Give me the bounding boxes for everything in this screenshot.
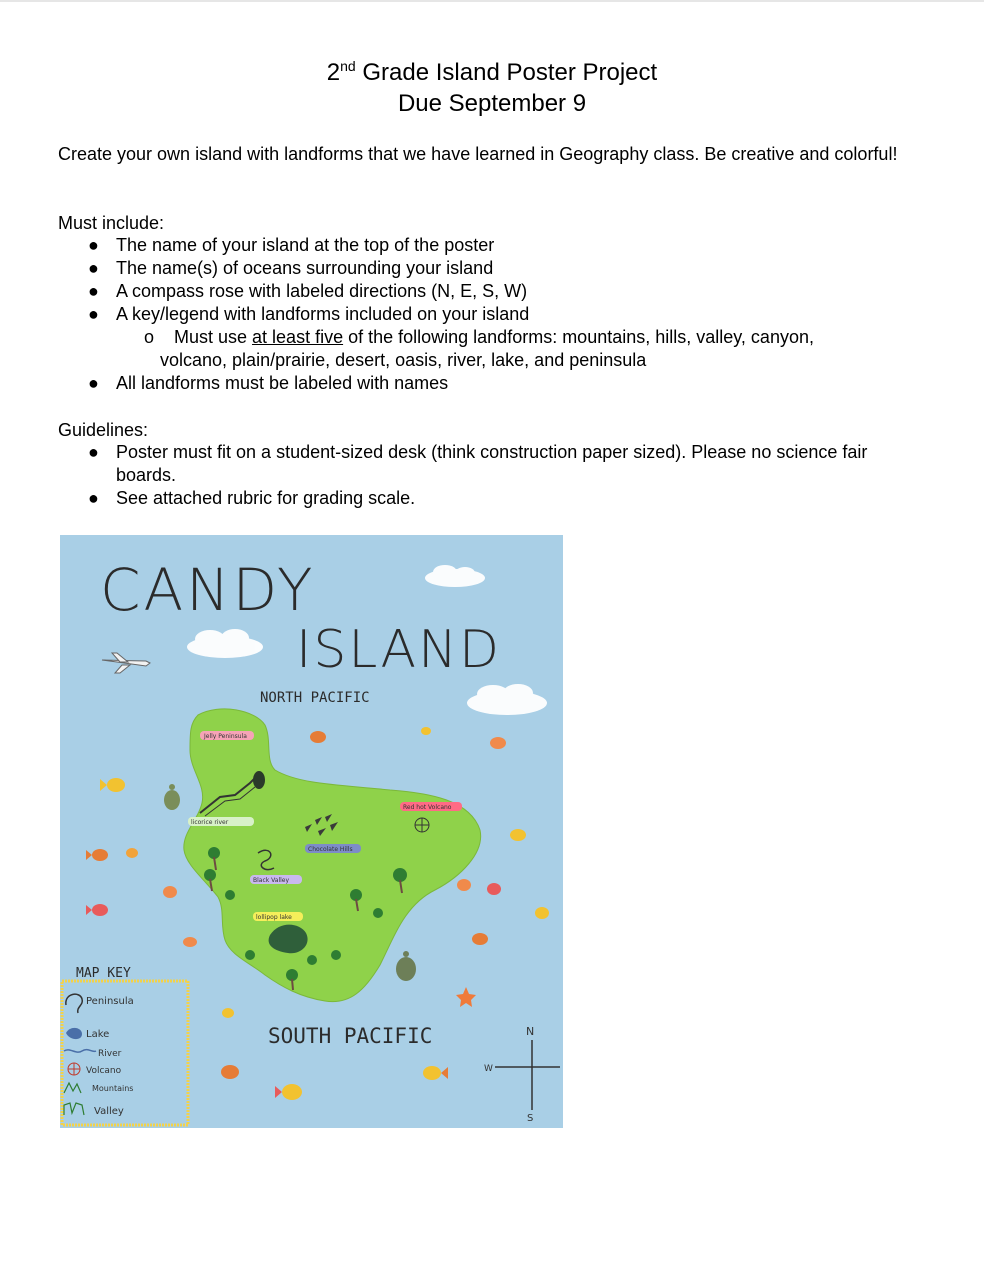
map-key-title: MAP KEY bbox=[76, 966, 131, 981]
valley-label: Black Valley bbox=[253, 877, 290, 884]
peninsula-label: Jelly Peninsula bbox=[204, 733, 247, 740]
key-item-peninsula: Peninsula bbox=[86, 996, 134, 1007]
list-item: ● The name of your island at the top of the poster bbox=[88, 235, 495, 255]
north-ocean-label: NORTH PACIFIC bbox=[260, 690, 370, 706]
example-poster-photo bbox=[60, 535, 563, 1128]
list-item: ● A key/legend with landforms included on your island o Must use at least five of the following landforms: mountains, hills, valley, canyon, volcano, plain/prairie, desert, oasis, river, lake, and peninsula bbox=[58, 303, 938, 372]
landforms-sublist bbox=[116, 326, 938, 372]
guidelines-list bbox=[58, 441, 938, 510]
list-item: ● See attached rubric for grading scale. bbox=[88, 488, 416, 508]
due-date: Due September 9 bbox=[397, 90, 587, 117]
key-item-valley: Valley bbox=[94, 1106, 124, 1117]
guidelines-heading: Guidelines: bbox=[58, 420, 149, 440]
must-include-list bbox=[58, 234, 938, 395]
south-ocean-label: SOUTH PACIFIC bbox=[268, 1024, 433, 1048]
key-item-lake: Lake bbox=[86, 1029, 110, 1040]
list-item: o Must use at least five of the following landforms: mountains, hills, valley, canyon, volcano, plain/prairie, desert, oasis, river, lake, and peninsula bbox=[144, 327, 814, 370]
intro-text: Create your own island with landforms that we have learned in Geography class. Be creative and colorful! bbox=[58, 144, 898, 164]
hill-icon bbox=[253, 771, 265, 789]
volcano-label: Red hot Volcano bbox=[403, 804, 452, 811]
mountains-label: Chocolate Hills bbox=[308, 846, 353, 853]
list-item: ● Poster must fit on a student-sized desk (think construction paper sized). Please no science fair boards. bbox=[88, 442, 868, 485]
volcano-key-icon bbox=[68, 1063, 80, 1075]
key-item-river: River bbox=[98, 1049, 122, 1059]
list-item: ● All landforms must be labeled with names bbox=[88, 373, 449, 393]
compass-north: N bbox=[526, 1025, 535, 1038]
key-item-mountains: Mountains bbox=[92, 1084, 134, 1093]
volcano-icon bbox=[415, 818, 429, 832]
key-item-volcano: Volcano bbox=[86, 1066, 122, 1076]
poster-title-island: ISLAND bbox=[296, 620, 502, 680]
page-top-border bbox=[0, 0, 984, 2]
list-item: ● A compass rose with labeled directions (N, E, S, W) bbox=[88, 281, 528, 301]
list-item: ● The name(s) of oceans surrounding your island bbox=[88, 258, 494, 278]
lake-label: lollipop lake bbox=[256, 914, 292, 921]
page-title: 2nd Grade Island Poster Project bbox=[326, 58, 658, 86]
river-label: licorice river bbox=[191, 819, 229, 826]
compass-south: S bbox=[527, 1113, 534, 1124]
must-include-heading: Must include: bbox=[58, 213, 165, 233]
compass-west: W bbox=[484, 1064, 493, 1074]
poster-title-candy: CANDY bbox=[100, 556, 316, 624]
